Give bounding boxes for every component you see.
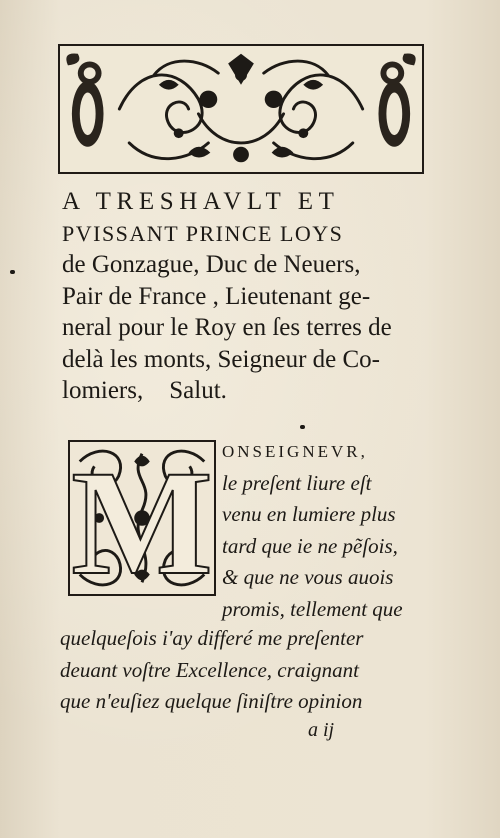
ornament-woodcut-icon <box>60 46 422 172</box>
dedication-line-2: PVISSANT PRINCE LOYS <box>62 220 344 246</box>
dedication-line-3: de Gonzague, Duc de Neuers, <box>62 251 361 278</box>
letter-continuation <box>60 623 440 718</box>
letter-line-2: le preſent liure eſt <box>222 470 372 495</box>
letter-line-5: & que ne vous auois <box>222 565 394 589</box>
dedication-line-6: delà les monts, Seigneur de Co- <box>62 345 380 373</box>
initial-letter: M <box>71 440 213 606</box>
dedication-salut: Salut. <box>169 377 227 404</box>
letter-line-8: deuant voſtre Excellence, craignant <box>60 657 359 682</box>
salutation-text: ONSEIGNEVR, <box>222 442 368 461</box>
signature-mark: a ij <box>308 719 335 741</box>
salutation-line <box>222 436 437 468</box>
letter-line-4: tard que ie ne pẽſois, <box>222 533 398 558</box>
ornamental-headpiece <box>58 44 424 174</box>
dedication-line-1: A TRESHAVLT ET <box>62 188 340 215</box>
dedication-line-7a: lomiers, <box>62 377 144 404</box>
dedication-heading <box>62 186 442 407</box>
dedication-line-4: Pair de France , Lieutenant ge- <box>62 282 371 310</box>
dedication-line-5: neral pour le Roy en ſes terres de <box>62 314 392 341</box>
decorated-initial <box>68 440 216 606</box>
letter-opening-column <box>222 436 437 625</box>
letter-line-3: venu en lumiere plus <box>222 502 396 526</box>
margin-mark <box>10 270 15 274</box>
dedication-line-7 <box>62 375 442 407</box>
letter-line-6: promis, tellement que <box>222 596 403 621</box>
letter-line-9: que n'euſiez quelque ſiniſtre opinion <box>60 689 363 713</box>
letter-line-7: quelqueſois i'ay differé me preſenter <box>60 626 364 650</box>
margin-mark <box>300 425 305 429</box>
